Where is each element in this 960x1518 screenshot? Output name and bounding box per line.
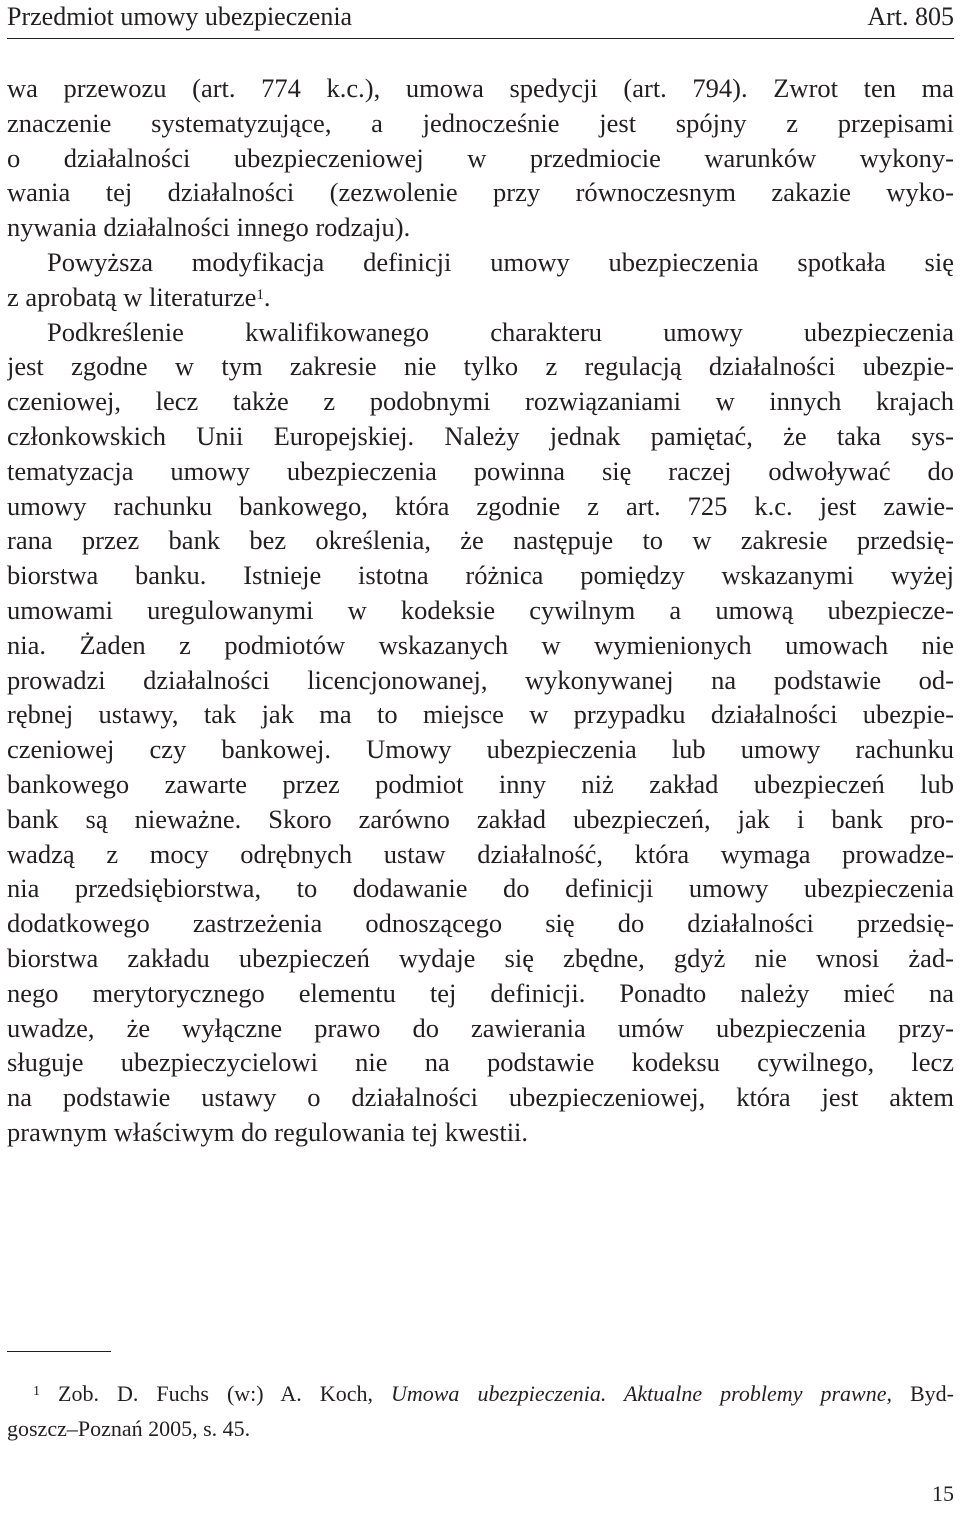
text-line: o działalności ubezpieczeniowej w przedmiocie warunków wykony-	[7, 142, 954, 173]
page-number: 15	[932, 1481, 954, 1506]
text-line: bank są nieważne. Skoro zarówno zakład ubezpieczeń, jak i bank pro-	[7, 803, 954, 834]
footnote-number: 1	[33, 1384, 40, 1399]
footnote-text: Zob. D. Fuchs (w:) A. Koch,	[40, 1381, 391, 1406]
text-line: czeniowej, lecz także z podobnymi rozwiązaniami w innych krajach	[7, 386, 954, 417]
text-line: na podstawie ustawy o działalności ubezpieczeniowej, która jest aktem	[7, 1082, 954, 1113]
footnote-book-title: Umowa ubezpieczenia. Aktualne problemy prawne	[390, 1381, 887, 1406]
text-line: nia przedsiębiorstwa, to dodawanie do definicji umowy ubezpieczenia	[7, 873, 954, 904]
header-article: Art. 805	[867, 2, 954, 31]
footnote	[7, 1376, 954, 1446]
period: .	[263, 281, 271, 312]
text-line: sługuje ubezpieczycielowi nie na podstawie kodeksu cywilnego, lecz	[7, 1047, 954, 1078]
text-line: Powyższa modyfikacja definicji umowy ubezpieczenia spotkała się	[47, 246, 954, 277]
text-line: nywania działalności innego rodzaju).	[7, 212, 411, 243]
footnote-reference: 1	[256, 286, 264, 303]
text-line: biorstwa zakładu ubezpieczeń wydaje się zbędne, gdyż nie wnosi żad-	[7, 942, 954, 973]
footnote-line: goszcz–Poznań 2005, s. 45.	[7, 1416, 251, 1441]
body-text	[7, 71, 954, 1150]
footnote-text: , Byd-	[886, 1381, 954, 1406]
text-line: prawnym właściwym do regulowania tej kwestii.	[7, 1116, 529, 1147]
text-line: nia. Żaden z podmiotów wskazanych w wymienionych umowach nie	[7, 629, 954, 660]
text-line: wadzą z mocy odrębnych ustaw działalność, która wymaga prowadze-	[7, 838, 954, 869]
footnote-separator	[7, 1351, 111, 1352]
text-line: bankowego zawarte przez podmiot inny niż zakład ubezpieczeń lub	[7, 768, 954, 799]
text-line: wania tej działalności (zezwolenie przy równoczesnym zakazie wyko-	[7, 177, 954, 208]
text-line: Podkreślenie kwalifikowanego charakteru umowy ubezpieczenia	[47, 316, 954, 347]
text-line: tematyzacja umowy ubezpieczenia powinna się raczej odwoływać do	[7, 455, 954, 486]
running-header	[7, 0, 954, 39]
text-line: dodatkowego zastrzeżenia odnoszącego się do działalności przedsię-	[7, 908, 954, 939]
text-line: umowami uregulowanymi w kodeksie cywilnym a umową ubezpiecze-	[7, 594, 954, 625]
header-title: Przedmiot umowy ubezpieczenia	[7, 2, 353, 31]
footnote-line	[7, 1376, 954, 1411]
text-line: umowy rachunku bankowego, która zgodnie z art. 725 k.c. jest zawie-	[7, 490, 954, 521]
text-line: znaczenie systematyzujące, a jednocześnie jest spójny z przepisami	[7, 107, 954, 138]
text-line: jest zgodne w tym zakresie nie tylko z regulacją działalności ubezpie-	[7, 351, 954, 382]
text-line: uwadze, że wyłączne prawo do zawierania umów ubezpieczenia przy-	[7, 1012, 954, 1043]
text-line: wa przewozu (art. 774 k.c.), umowa spedycji (art. 794). Zwrot ten ma	[7, 73, 954, 103]
text-line: biorstwa banku. Istnieje istotna różnica pomiędzy wskazanymi wyżej	[7, 560, 954, 591]
text-line: nego merytorycznego elementu tej definicji. Ponadto należy mieć na	[7, 977, 954, 1008]
text-line: rana przez bank bez określenia, że następuje to w zakresie przedsię-	[7, 525, 954, 556]
text-fragment: z aprobatą w literaturze	[7, 281, 257, 312]
text-line: czeniowej czy bankowej. Umowy ubezpieczenia lub umowy rachunku	[7, 734, 954, 765]
text-line: rębnej ustawy, tak jak ma to miejsce w przypadku działalności ubezpie-	[7, 699, 954, 730]
text-line: prowadzi działalności licencjonowanej, wykonywanej na podstawie od-	[7, 664, 954, 695]
text-line: członkowskich Unii Europejskiej. Należy jednak pamiętać, że taka sys-	[7, 420, 954, 451]
text-line-with-footnote	[7, 280, 954, 315]
